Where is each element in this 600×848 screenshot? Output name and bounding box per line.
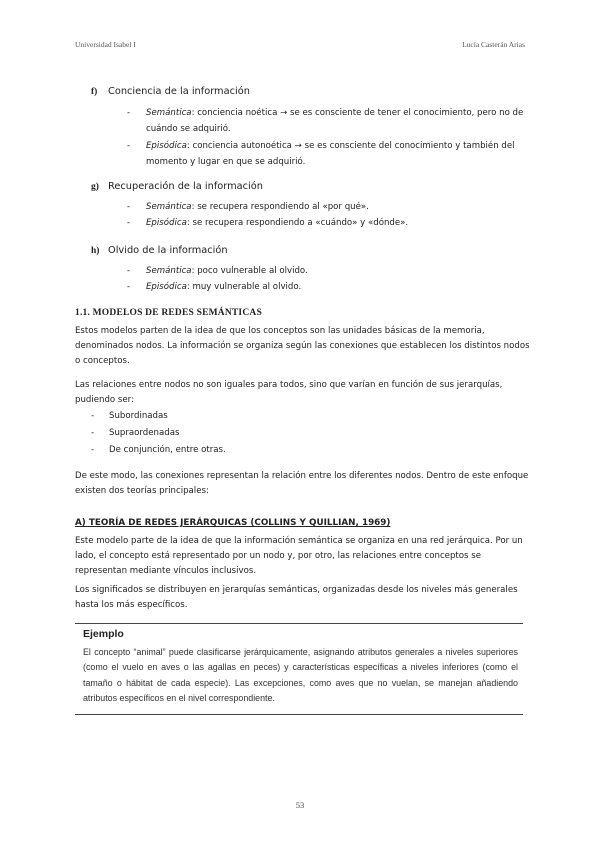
dash-marker: - (127, 282, 131, 292)
list-item: - Subordinadas (91, 411, 168, 421)
paragraph-connections: De este modo, las conexiones representan la relación entre los diferentes nodos. Dentro de este enfoque existen dos teorías principales: (75, 471, 529, 496)
paragraph-intro: Estos modelos parten de la idea de que los conceptos son las unidades básicas de la memoria, denominados nodos. La información se organiza según las conexiones que establecen los distintos nodos o conceptos. (75, 326, 530, 366)
bullet-g1 (127, 200, 526, 216)
relation-list (91, 408, 226, 459)
list-item: - Supraordenadas (91, 428, 180, 438)
paragraph-meanings: Los significados se distribuyen en jerarquías semánticas, organizadas desde los niveles más generales hasta los más específicos. (75, 585, 518, 610)
bullet-text: : poco vulnerable al olvido. (191, 266, 308, 276)
dash-marker: - (127, 218, 131, 228)
section-letter: g) (91, 182, 99, 192)
bullet-g2 (127, 216, 526, 232)
section-title: Recuperación de la información (108, 181, 263, 192)
section-h (91, 245, 228, 256)
section-g (91, 181, 263, 192)
section-letter: f) (91, 87, 98, 97)
bullet-text: : conciencia autonoética → se es consciente del conocimiento y también del momento y lugar en que se adquirió. (146, 141, 515, 167)
bullet-h1 (127, 264, 526, 280)
dash-marker: - (127, 202, 131, 212)
paragraph-model: Este modelo parte de la idea de que la información semántica se organiza en una red jerárquica. Por un lado, el concepto está representado por un nodo y, por otro, las relaciones entre conceptos se representan mediante vínculos inclusivos. (75, 536, 523, 576)
bullet-term: Episódica (146, 282, 187, 292)
bullet-term: Episódica (146, 218, 187, 228)
section-letter: h) (91, 246, 100, 256)
dash-marker: - (127, 108, 131, 118)
page-number: 53 (295, 800, 305, 810)
bullet-term: Semántica (146, 202, 192, 212)
header-left: Universidad Isabel I (75, 40, 136, 49)
bullet-h2 (127, 280, 526, 296)
bullet-text: : conciencia noética → se es consciente de tener el conocimiento, pero no de cuándo se adquirió. (146, 108, 524, 134)
header-right: Lucía Casterán Arias (462, 40, 525, 49)
bullet-term: Episódica (146, 141, 187, 151)
bullet-f1 (127, 106, 526, 137)
example-bottom-rule (75, 714, 523, 715)
bullet-term: Semántica (146, 108, 192, 118)
paragraph-relations: Las relaciones entre nodos no son iguales para todos, sino que varían en función de sus jerarquías, pudiendo ser: (75, 380, 503, 405)
bullet-f2 (127, 139, 526, 170)
bullet-text: : muy vulnerable al olvido. (186, 282, 302, 292)
section-heading: 1.1. MODELOS DE REDES SEMÁNTICAS (75, 308, 262, 318)
section-title: Olvido de la información (108, 245, 228, 256)
dash-marker: - (127, 141, 131, 151)
subheading: A) TEORÍA DE REDES JERÁRQUICAS (COLLINS Y QUILLIAN, 1969) (75, 518, 391, 528)
dash-marker: - (127, 266, 131, 276)
list-item: - De conjunción, entre otras. (91, 445, 226, 455)
example-body: El concepto “animal” puede clasificarse jerárquicamente, asignando atributos generales a niveles superiores (como el vuelo en aves o las agallas en peces) y características específicas a niveles inferiores (como el tamaño o hábitat de cada especie). Las excepciones, como aves que no vuelan, se manejan añadiendo atributos específicos en el nivel correspondiente. (83, 647, 518, 703)
section-title: Conciencia de la información (108, 86, 250, 97)
example-title: Ejemplo (83, 628, 124, 640)
section-f (91, 86, 250, 97)
bullet-text: : se recupera respondiendo a «cuándo» y «dónde». (186, 218, 409, 228)
bullet-text: : se recupera respondiendo al «por qué». (191, 202, 369, 212)
example-top-rule (75, 623, 523, 624)
bullet-term: Semántica (146, 266, 192, 276)
